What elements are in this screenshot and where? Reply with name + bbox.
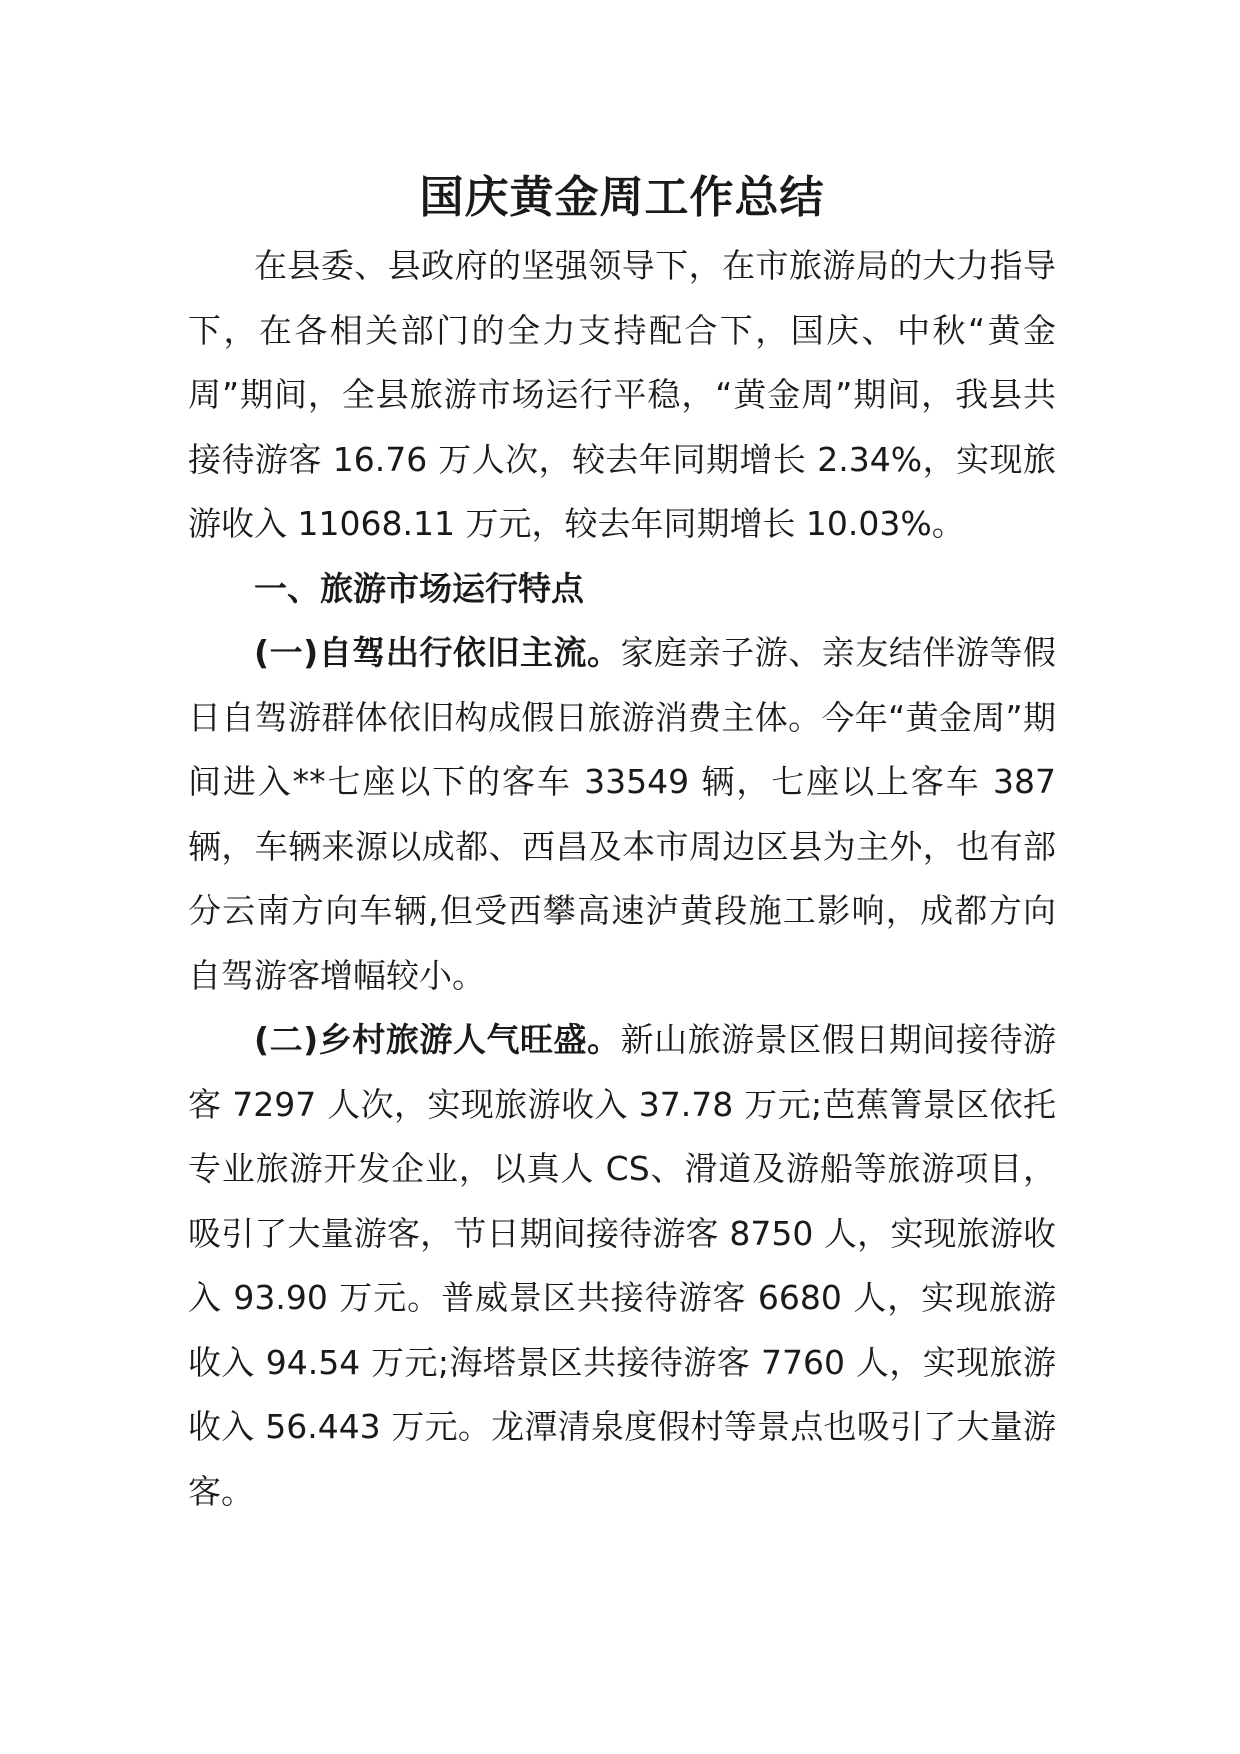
subsection-lead-1: (一)自驾出行依旧主流。 xyxy=(254,633,621,672)
document-page xyxy=(188,168,1056,1524)
document-title: 国庆黄金周工作总结 xyxy=(419,172,825,223)
subsection-lead-2: (二)乡村旅游人气旺盛。 xyxy=(254,1020,621,1059)
subsection-paragraph-2 xyxy=(188,1008,1056,1524)
subsection-body-1: 家庭亲子游、亲友结伴游等假日自驾游群体依旧构成假日旅游消费主体。今年“黄金周”期间进入**七座以下的客车 33549 辆，七座以上客车 387 辆，车辆来源以成都、西昌及本市周边区县为主外，也有部分云南方向车辆,但受西攀高速泸黄段施工影响，成都方向自驾游客增幅较小。 xyxy=(188,633,1056,995)
subsection-paragraph-1 xyxy=(188,621,1056,1008)
subsection-body-2: 新山旅游景区假日期间接待游客 7297 人次，实现旅游收入 37.78 万元;芭蕉箐景区依托专业旅游开发企业，以真人 CS、滑道及游船等旅游项目，吸引了大量游客，节日期间接待游客 8750 人，实现旅游收入 93.90 万元。普威景区共接待游客 6680 人，实现旅游收入 94.54 万元;海塔景区共接待游客 7760 人，实现旅游收入 56.443 万元。龙潭清泉度假村等景点也吸引了大量游客。 xyxy=(188,1020,1056,1511)
intro-paragraph: 在县委、县政府的坚强领导下，在市旅游局的大力指导下，在各相关部门的全力支持配合下，国庆、中秋“黄金周”期间，全县旅游市场运行平稳，“黄金周”期间，我县共接待游客 16.76 万人次，较去年同期增长 2.34%，实现旅游收入 11068.11 万元，较去年同期增长 10.03%。 xyxy=(188,246,1056,543)
section-heading: 一、旅游市场运行特点 xyxy=(254,568,584,608)
